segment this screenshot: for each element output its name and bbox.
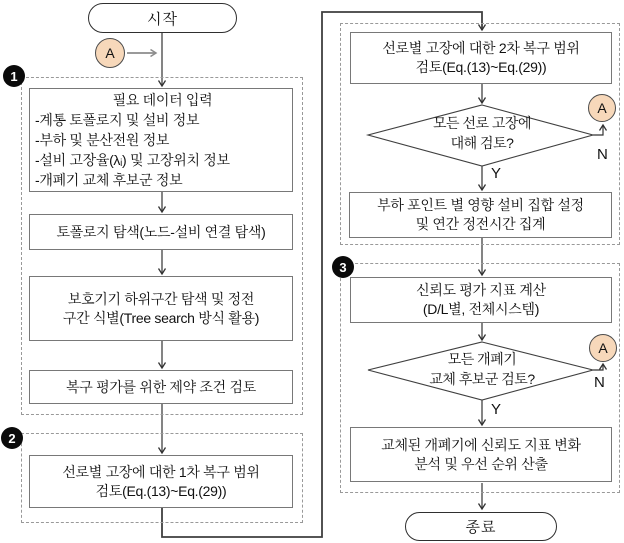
load-point-line2: 및 연간 정전시간 집계	[415, 216, 546, 232]
primary-restore-line1: 선로별 고장에 대한 1차 복구 범위	[62, 463, 260, 480]
connector-a-top-right	[588, 94, 616, 122]
decision-all-switches-line2: 교체 후보군 검토?	[429, 371, 535, 387]
primary-restore-line2: 검토(Eq.(13)~Eq.(29))	[95, 482, 227, 499]
topology-search-box	[29, 214, 293, 250]
start-terminator	[88, 3, 237, 33]
decision-all-switches-text	[395, 349, 569, 389]
decision1-no-label: N	[597, 146, 608, 163]
constraint-check-label: 복구 평가를 위한 제약 조건 검토	[66, 378, 256, 395]
decision-all-lines-text	[395, 113, 569, 153]
decision-all-lines-line2: 대해 검토?	[450, 135, 514, 151]
primary-restore-box	[29, 455, 293, 508]
decision-all-lines-line1: 모든 선로 고장에	[433, 115, 531, 131]
secondary-restore-line2: 검토(Eq.(13)~Eq.(29))	[415, 59, 547, 75]
reliability-index-line1: 신뢰도 평가 지표 계산	[416, 282, 546, 298]
load-point-box	[349, 192, 612, 238]
start-label: 시작	[147, 10, 178, 28]
connector-a-bottom-right	[589, 334, 617, 362]
topology-search-label: 토폴로지 탐색(노드-설비 연결 탐색)	[56, 223, 266, 240]
priority-calc-box	[350, 427, 612, 482]
stage3-badge: 3	[332, 256, 354, 278]
load-point-line1: 부하 포인트 별 영향 설비 집합 설정	[377, 197, 584, 213]
stage2-badge: 2	[1, 427, 23, 449]
protection-line2: 구간 식별(Tree search 방식 활용)	[62, 309, 260, 326]
secondary-restore-box	[350, 32, 612, 84]
decision-all-switches-line1: 모든 개폐기	[447, 351, 517, 367]
reliability-index-box	[350, 277, 612, 323]
connector-a-label: A	[597, 100, 607, 116]
connector-a-left	[95, 38, 125, 68]
protection-line1: 보호기기 하위구간 탐색 및 정전	[67, 290, 255, 307]
decision2-yes-label: Y	[491, 401, 502, 418]
secondary-restore-line1: 선로별 고장에 대한 2차 복구 범위	[382, 40, 580, 56]
input-data-item: -부하 및 분산전원 정보	[35, 132, 170, 148]
decision1-yes-label: Y	[491, 165, 502, 182]
input-data-item: -설비 고장율(λᵢ) 및 고장위치 정보	[35, 152, 230, 168]
input-data-item: -계통 토폴로지 및 설비 정보	[35, 112, 200, 128]
reliability-index-line2: (D/L별, 전체시스템)	[422, 301, 540, 317]
decision2-no-label: N	[594, 374, 605, 391]
stage1-badge: 1	[3, 65, 25, 87]
input-data-item: -개폐기 교체 후보군 정보	[35, 172, 183, 188]
input-data-box	[29, 88, 293, 192]
connector-a-label: A	[598, 340, 608, 356]
end-terminator	[405, 512, 557, 541]
input-data-title: 필요 데이터 입력	[112, 92, 213, 108]
end-label: 종료	[465, 519, 497, 536]
connector-a-label: A	[105, 45, 115, 61]
protection-section-box	[29, 276, 293, 341]
priority-calc-line1: 교체된 개폐기에 신뢰도 지표 변화	[381, 436, 581, 453]
priority-calc-line2: 분석 및 우선 순위 산출	[414, 455, 548, 472]
constraint-check-box	[29, 370, 293, 404]
